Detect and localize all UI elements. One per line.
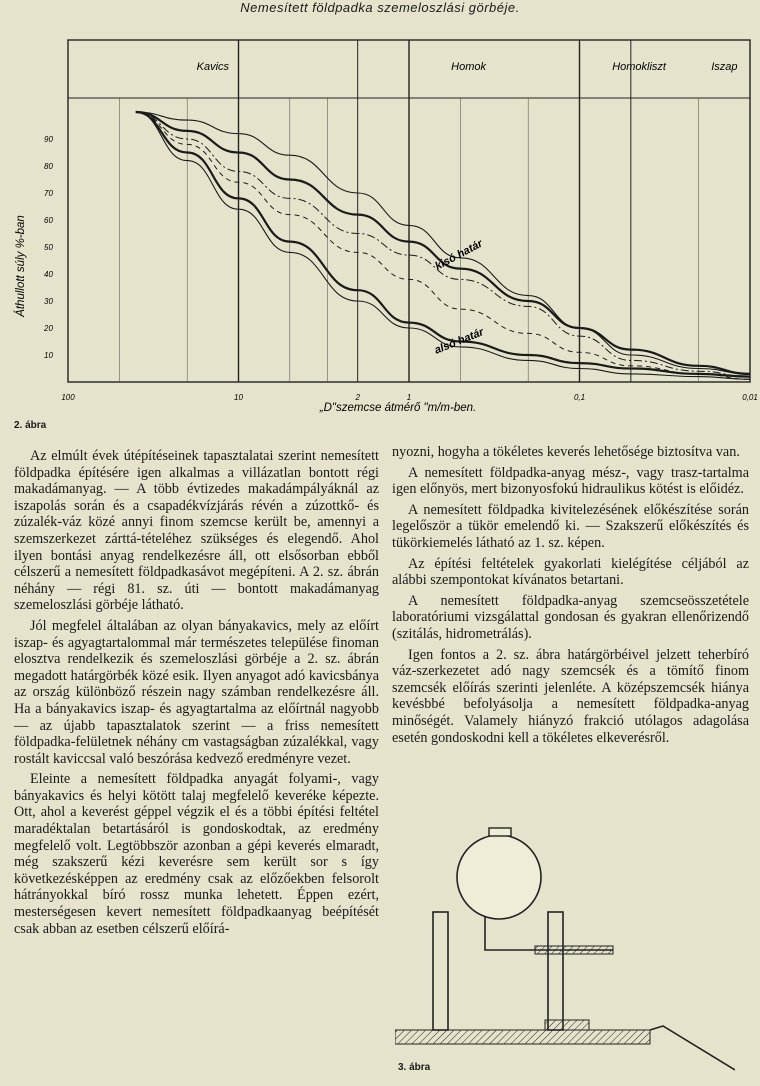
outlet-pipe (485, 916, 613, 950)
x-tick-label: 100 (61, 393, 75, 402)
paragraph: A nemesített földpadka kivitelezésének előkészítése során legelőször a tükör emelendő ki. — Szakszerű előkészítés és tükörkiemelés látható az 1. sz. képen. (392, 501, 749, 551)
paragraph: Az elmúlt évek útépítéseinek tapasztalatai szerint nemesített földpadka építésére igen alkalmas a villázatlan bontott régi makadámanyag. — A több évtizedes makadámpályáknál az iszapolás során és a csapadékvízjárás révén a zúzottkő- és zúzalék-váz közé annyi finom szemcse került be, amennyi a szemszerkezet zárttá-tételéhez szükséges és elegendő. Ahol ilyen bontási anyag rendelkezésre áll, ott elsősorban ebből célszerű a nemesített földpadkasávot megépíteni. A 2. sz. ábrán néhány — régi 81. sz. úti — bontott makadámanyag szemeloszlási görbéje látható. (14, 448, 379, 614)
left-column (14, 448, 379, 941)
pipe-nozzle (535, 946, 613, 954)
figure-3-drawing (395, 820, 735, 1075)
y-axis-label: Áthullott súly %-ban (15, 215, 27, 317)
figure-2-label: 2. ábra (14, 420, 47, 431)
figure-2-title: Nemesített földpadka szemeloszlási görbéje. (240, 0, 520, 15)
embankment-slope (650, 1026, 735, 1070)
curve-label: kisó határ (433, 237, 485, 273)
figure-3-label: 3. ábra (398, 1062, 431, 1073)
y-tick-label: 40 (44, 270, 53, 279)
paragraph: nyozni, hogyha a tökéletes keverés lehetősége biztosítva van. (392, 444, 740, 460)
tank-cap (489, 828, 511, 836)
x-tick-label: 10 (234, 393, 243, 402)
y-tick-label: 60 (44, 216, 53, 225)
y-tick-label: 50 (44, 243, 53, 252)
category-label: Iszap (711, 61, 738, 73)
x-tick-label: 1 (406, 393, 412, 402)
ground-slab (395, 1030, 650, 1044)
paragraph: A nemesített földpadka-anyag szemcseösszetétele laboratóriumi vizsgálattal gondosan és gyakran ellenőrizendő (szitálás, hidrometrálás). (392, 592, 749, 642)
paragraph: Eleinte a nemesített földpadka anyagát folyami-, vagy bányakavics és helyi kötött talaj megfelelő keveréke képezte. Ott, ahol a keverést géppel végzik el és a többi építési feltétel maradéktalan betartásáról is gondoskodtak, az eredmény megfelelő volt. Legtöbbször azonban a gépi keverés elmaradt, még szakszerű kézi keverésre sem került sor s így következésképpen az eredmény csak az előzőekben felsorolt hátrányokkal bíró rossz munka lehetett. Éppen ezért, mesterségesen kevert nemesített földpadkaanyag beépítését csak abban az esetben célszerű előírá- (14, 771, 379, 937)
grading-curve-1 (136, 112, 750, 374)
paragraph: A nemesített földpadka-anyag mész-, vagy trasz-tartalma igen előnyös, mert bizonyosfokú hidraulikus kötést is előidéz. (392, 464, 749, 498)
x-axis-label: „D"szemcse átmérő "m/m-ben. (319, 402, 477, 414)
left-support (433, 912, 448, 1030)
tank (457, 835, 541, 919)
x-tick-label: 2 (355, 393, 360, 402)
x-tick-label: 0,01 (742, 393, 758, 402)
paragraph: Igen fontos a 2. sz. ábra határgörbéivel jelzett teherbíró váz-szerkezetet adó nagy szemcsék és a tömítő finom szemcsék előírás szerinti jelenléte. A középszemcsék hiánya kevésbbé befolyásolja a nemesített földpadka-anyag minőségét. Valamely hiányzó frakció utólagos adagolása esetén gondoskodni kell a tökéletes elkeverésről. (392, 646, 749, 746)
grain-size-chart (0, 18, 760, 420)
catch-tray (545, 1020, 589, 1030)
category-label: Kavics (196, 61, 230, 73)
x-tick-label: 0,1 (573, 393, 586, 402)
category-label: Homokliszt (612, 61, 666, 73)
y-tick-label: 20 (44, 324, 53, 333)
y-tick-label: 70 (44, 189, 53, 198)
paragraph: Az építési feltételek gyakorlati kielégítése céljából az alábbi szempontokat kívánatos betartani. (392, 555, 749, 589)
y-tick-label: 90 (44, 135, 53, 144)
right-column (392, 444, 749, 750)
y-tick-label: 80 (44, 162, 53, 171)
curve-label: alsó határ (432, 326, 486, 357)
paragraph: Jól megfelel általában az olyan bányakavics, mely az előírt iszap- és agyagtartalommal már természetes települése finoman elosztva rendelkezik és szemeloszlási görbéje a 2. sz. ábrán megadott határgörbék közé esik. Ilyen anyagot adó kavicsbánya az ország különböző részein nagy számban rendelkezésre áll. Ha a bányakavics iszap- és agyagtartalma az előírtnál nagyobb — az újabb tapasztalatok szerint — a friss nemesített földpadka-felületnek néhány cm vastagságban zúzalékkal, vagy rostált kaviccsal való beszórása kedvező eredményre vezet. (14, 617, 379, 767)
right-support (548, 912, 563, 1030)
y-tick-label: 30 (44, 297, 53, 306)
category-label: Homok (451, 61, 487, 73)
y-tick-label: 10 (44, 351, 53, 360)
